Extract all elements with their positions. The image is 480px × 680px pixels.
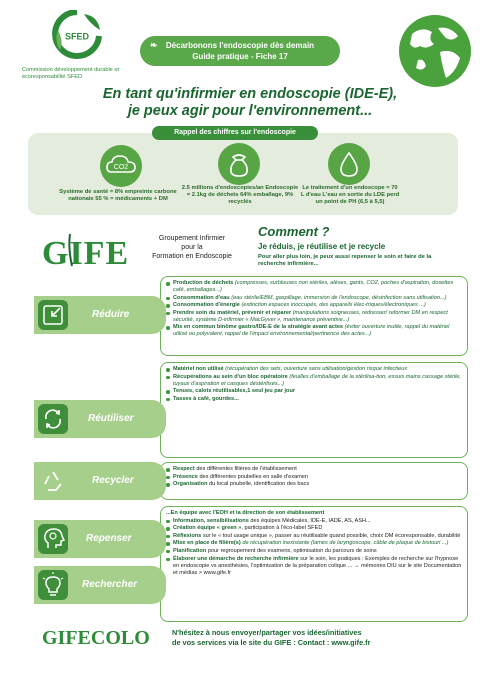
repenser-icon-bg — [38, 524, 68, 554]
list-item: Prendre soin du matériel, prévenir et réparer (manipulations soigneuses, redresser/ reformer DM en respect sécurité, système D-infirmier « MacGyver », maintenance préventive...) — [166, 310, 464, 324]
list-item: Tenues, calots réutilisables,1 seul jeu par jour — [166, 388, 464, 395]
comment-description: Pour aller plus loin, je peux aussi repenser le soin et faire de la recherche infirmière... — [258, 254, 432, 267]
lightbulb-icon — [38, 570, 68, 600]
list-item: Information, sensibilisations des équipes Médicales, IDE-E, IADE, AS, ASH... — [166, 518, 464, 525]
gife-logo-text: GIFE — [42, 235, 130, 272]
recycler-icon-bg — [38, 466, 68, 496]
sfed-logo-icon — [50, 10, 104, 60]
reduce-arrows-icon — [38, 300, 68, 330]
stat-endoscopies-waste: 2.5 millions d'endoscopies/an Endoscopie = 2.1kg de déchets 64% emballage, 9% recyclés — [181, 185, 299, 206]
repenser-label: Repenser — [86, 533, 132, 544]
logo-caption: Commission développement durable et écoresponsabilité SFED — [22, 67, 120, 80]
footer-logo-text: GIFECOLO — [42, 627, 150, 648]
list-item: Tasses à café, gourdes... — [166, 396, 464, 403]
list-item: Présence des différentes poubelles en salle d'examen — [166, 474, 464, 481]
gife-caption-line1: Groupement Infirmier — [158, 235, 226, 242]
list-item: Réflexions sur le « tout usage unique », passer au réutilisable quand possible, choix DM écoresponsable, durabilité — [166, 533, 464, 540]
list-item: Mis en commun binôme gastro/IDE-E de la stratégie avant actes (éviter ouverture inutile, rappel du matériel utilisé ou polyvalent, rappel de l'impact environnemental/pertinence des actes...) — [166, 324, 464, 338]
list-item: Récupérations au sein d'un bloc opératoire (feuilles d'emballage de la stérilisa-tion, essuis mains cassage stérile, tuyaux d'aspiration et casques déstérilisés...) — [166, 374, 464, 388]
recycler-label: Recycler — [92, 475, 134, 486]
comment-subtitle: Je réduis, je réutilise et je recycle — [258, 242, 386, 251]
gife-caption — [146, 234, 238, 261]
page-title — [60, 86, 440, 120]
banner-line2: Guide pratique - Fiche 17 — [192, 52, 288, 61]
reutiliser-list — [166, 366, 464, 403]
footer-line1: N'hésitez à nous envoyer/partager vos idées/initiatives — [172, 628, 362, 637]
footer-message — [172, 628, 468, 648]
list-item: Élaborer une démarche de recherche infirmière sur le soin, les pratiques : Exemples de recherche sur l'hypnose en endoscopie vs anesthésies, l'optimisation de la préparation colique ... → mémoires DIU sur le site Documentation et médias > www.gife.fr — [166, 556, 464, 577]
co2-label: CO2 — [113, 164, 129, 171]
recycle-icon — [38, 466, 68, 496]
reduire-label: Réduire — [92, 309, 130, 320]
rechercher-icon-bg — [38, 570, 68, 600]
recycler-list — [166, 466, 464, 489]
footer-line2: de vos services via le site du GIFE : Contact : www.gife.fr — [172, 638, 371, 647]
reutiliser-icon-bg — [38, 404, 68, 434]
list-item: Respect des différentes filières de l'établissement — [166, 466, 464, 473]
gife-caption-line3: Formation en Endoscopie — [152, 253, 232, 260]
list-item: Planification pour regroupement des examens, optimisation du parcours de soins — [166, 548, 464, 555]
stat-health-system: Système de santé = 8% empreinte carbone nationale 55 % = médicaments + DM — [59, 189, 177, 203]
sfed-logo-text: SFED — [64, 31, 90, 42]
list-item: Production de déchets (compresses, surblouses non stériles, alèses, gants, CO2, poches d'aspiration, dosettes café, emballages...) — [166, 280, 464, 294]
co2-cloud-icon — [100, 145, 142, 187]
repenser-intro: ...En équipe avec l'EOH et la direction de son établissement — [166, 510, 325, 516]
leaf-icon: ❧ — [150, 40, 158, 50]
comment-title: Comment ? — [258, 224, 330, 239]
rechercher-label: Rechercher — [82, 579, 138, 590]
head-thinking-icon — [38, 524, 68, 554]
list-item: Mise en place de filière(s) de récupération inexistante (lames de laryngoscope, câble de plaque de bistouri ...) — [166, 540, 464, 547]
banner-line1: Décarbonons l'endoscopie dès demain — [165, 41, 315, 50]
title-line2: je peux agir pour l'environnement... — [127, 103, 373, 119]
list-item: Consommation d'eau (eau stérile/EBM, gaspillage, immersion de l'endoscope, désinfection sans utilisation...) — [166, 295, 464, 302]
gifecolo-logo-icon — [40, 624, 160, 648]
list-item: Consommation d'énergie (extinction espaces inoccupés, des appareils élec-triques/électroniques ...) — [166, 302, 464, 309]
stats-heading: Rappel des chiffres sur l'endoscopie — [152, 126, 318, 140]
header-banner — [140, 36, 340, 66]
list-item: Matériel non utilisé (récupération des sets, ouverture sans utilisation/gestion risque infectieux — [166, 366, 464, 373]
globe-icon — [398, 14, 472, 88]
reuse-cycle-icon — [38, 404, 68, 434]
gife-logo-icon — [40, 228, 140, 272]
repenser-list — [166, 510, 464, 577]
stat-water-treatment: Le traitement d'un endoscope = 70 L d'eau L'eau en sortie du LDE perd un point de PH (6,5 à 5,5) — [300, 185, 400, 206]
reduire-icon-bg — [38, 300, 68, 330]
garbage-bag-icon — [218, 143, 260, 185]
title-line1: En tant qu'infirmier en endoscopie (IDE-E), — [102, 86, 398, 102]
sfed-logo-block — [22, 10, 122, 80]
stats-panel — [28, 133, 458, 215]
water-drop-icon — [328, 143, 370, 185]
reutiliser-label: Réutiliser — [88, 413, 134, 424]
list-item: Organisation du local poubelle, identification des bacs — [166, 481, 464, 488]
reduire-list — [166, 280, 464, 339]
gife-caption-line2: pour la — [181, 244, 203, 251]
list-item: Création équipe « green », participation à l'éco-label SFED — [166, 525, 464, 532]
